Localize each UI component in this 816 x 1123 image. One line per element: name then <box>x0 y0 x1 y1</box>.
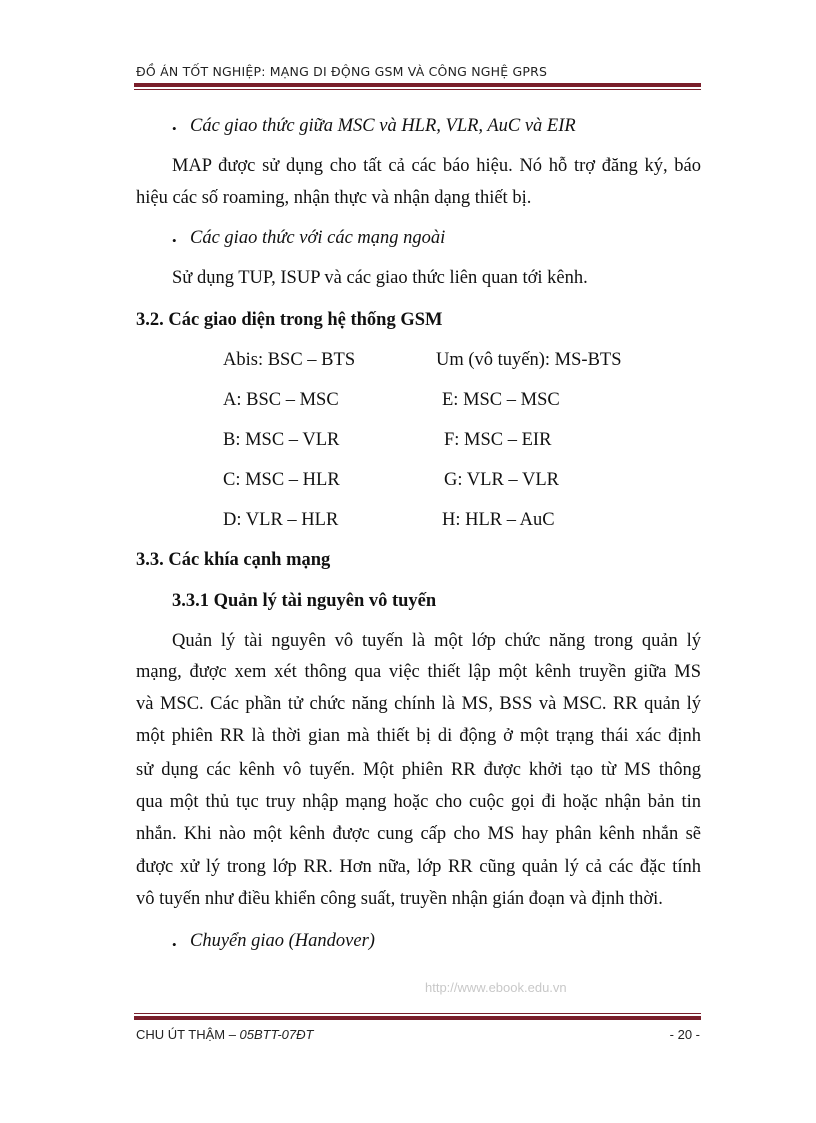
paragraph-line: được xử lý trong lớp RR. Hơn nữa, lớp RR cũng quản lý cả các đặc tính <box>136 857 701 877</box>
subsection-heading: 3.3.1 Quản lý tài nguyên vô tuyến <box>172 591 437 611</box>
paragraph-line: Quản lý tài nguyên vô tuyến là một lớp chức năng trong quản lý <box>172 631 701 651</box>
paragraph-line: nhắn. Khi nào một kênh được cung cấp cho MS hay phân kênh nhắn sẽ <box>136 824 701 844</box>
paragraph-line: MAP được sử dụng cho tất cả các báo hiệu. Nó hỗ trợ đăng ký, báo <box>172 156 701 176</box>
footer-rule-thick <box>134 1016 701 1020</box>
interface-left: Abis: BSC – BTS <box>223 350 356 370</box>
interface-right: H: HLR – AuC <box>442 510 555 530</box>
interface-right: Um (vô tuyến): MS-BTS <box>436 350 622 370</box>
watermark-url: http://www.ebook.edu.vn <box>425 980 567 995</box>
interface-right: F: MSC – EIR <box>444 430 552 450</box>
paragraph-line: Sử dụng TUP, ISUP và các giao thức liên quan tới kênh. <box>172 268 588 288</box>
footer-author-name: CHU ÚT THẬM – <box>136 1027 240 1042</box>
interface-left: A: BSC – MSC <box>223 390 339 410</box>
paragraph-line: sử dụng các kênh vô tuyến. Một phiên RR được khởi tạo từ MS thông <box>136 760 701 780</box>
page-number: - 20 - <box>669 1027 700 1042</box>
section-heading: 3.2. Các giao diện trong hệ thống GSM <box>136 310 443 330</box>
footer-class-code: 05BTT-07ĐT <box>239 1027 314 1042</box>
page-header-title: ĐỒ ÁN TỐT NGHIỆP: MẠNG DI ĐỘNG GSM VÀ CÔNG NGHỆ GPRS <box>136 64 548 79</box>
bullet-item: Chuyển giao (Handover) <box>190 931 375 951</box>
interface-right: E: MSC – MSC <box>442 390 560 410</box>
footer-author <box>136 1027 313 1042</box>
paragraph-line: một phiên RR là thời gian mà thiết bị di động ở một trạng thái xác định <box>136 726 701 746</box>
section-heading: 3.3. Các khía cạnh mạng <box>136 550 331 570</box>
interface-left: C: MSC – HLR <box>223 470 340 490</box>
interface-left: B: MSC – VLR <box>223 430 340 450</box>
paragraph-line: mạng, được xem xét thông qua việc thiết lập một kênh truyền giữa MS <box>136 662 701 682</box>
paragraph-line: và MSC. Các phần tử chức năng chính là MS, BSS và MSC. RR quản lý <box>136 694 701 714</box>
bullet-marker: • <box>172 121 177 136</box>
bullet-item: Các giao thức giữa MSC và HLR, VLR, AuC và EIR <box>190 116 576 136</box>
bullet-marker: • <box>172 937 177 952</box>
interface-left: D: VLR – HLR <box>223 510 339 530</box>
interface-right: G: VLR – VLR <box>444 470 559 490</box>
paragraph-line: qua một thủ tục truy nhập mạng hoặc cho cuộc gọi đi hoặc nhận bản tin <box>136 792 701 812</box>
bullet-item: Các giao thức với các mạng ngoài <box>190 228 446 248</box>
bullet-marker: • <box>172 233 177 248</box>
header-rule-thin <box>134 89 701 90</box>
paragraph-line: hiệu các số roaming, nhận thực và nhận dạng thiết bị. <box>136 188 532 208</box>
paragraph-line: vô tuyến như điều khiển công suất, truyền nhận gián đoạn và định thời. <box>136 889 663 909</box>
footer-rule-thin <box>134 1013 701 1014</box>
header-rule-thick <box>134 83 701 87</box>
